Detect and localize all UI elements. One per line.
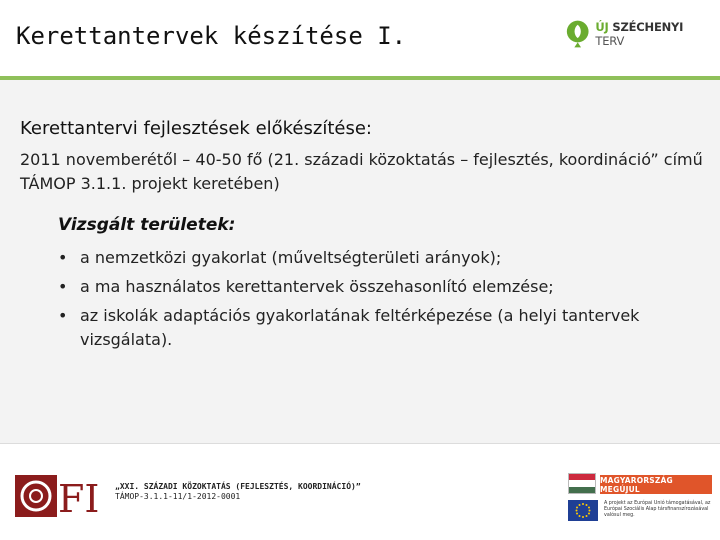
list-item (56, 275, 696, 299)
section-description: 2011 novemberétől – 40-50 fő (21. századi közoktatás – fejlesztés, koordináció” című TÁMOP 3.1.1. projekt keretében) (20, 150, 703, 193)
project-title: „XXI. SZÁZADI KÖZOKTATÁS (FEJLESZTÉS, KOORDINÁCIÓ)” (115, 482, 361, 491)
szechenyi-leaf-icon (566, 17, 589, 51)
ofi-logo-text: FI (58, 477, 100, 518)
magyarorszag-megujul-badge: MAGYARORSZÁG MEGÚJUL (600, 475, 712, 494)
bullet-icon: • (58, 277, 68, 296)
footer-divider (0, 443, 720, 444)
areas-label: Vizsgált területek: (58, 215, 236, 235)
page-title: Kerettantervek készítése I. (16, 22, 407, 50)
list-item-text: az iskolák adaptációs gyakorlatának feltérképezése (a helyi tantervek vizsgálata). (80, 306, 640, 349)
list-item (56, 304, 696, 352)
eu-flag-icon (568, 500, 598, 521)
areas-list (56, 246, 696, 357)
logo-name-text: SZÉCHENYI (612, 20, 684, 34)
project-code: TÁMOP-3.1.1-11/1-2012-0001 (115, 492, 241, 501)
logo-terv-text: TERV (595, 34, 625, 48)
list-item-text: a nemzetközi gyakorlat (műveltségterületi arányok); (80, 248, 502, 267)
bullet-icon: • (58, 248, 68, 267)
bullet-icon: • (58, 306, 68, 325)
list-item (56, 246, 696, 270)
eu-funding-text: A projekt az Európai Unió támogatásával, az Európai Szociális Alap társfinanszírozásával valósul meg. (604, 501, 711, 519)
hungary-flag-icon (568, 473, 596, 494)
section-subtitle: Kerettantervi fejlesztések előkészítése: (20, 118, 372, 139)
szechenyi-terv-logo (566, 16, 696, 52)
list-item-text: a ma használatos kerettantervek összehasonlító elemzése; (80, 277, 554, 296)
logo-uj-text: ÚJ (595, 20, 609, 34)
footer-project-info (115, 482, 365, 502)
ofi-logo (14, 474, 104, 518)
